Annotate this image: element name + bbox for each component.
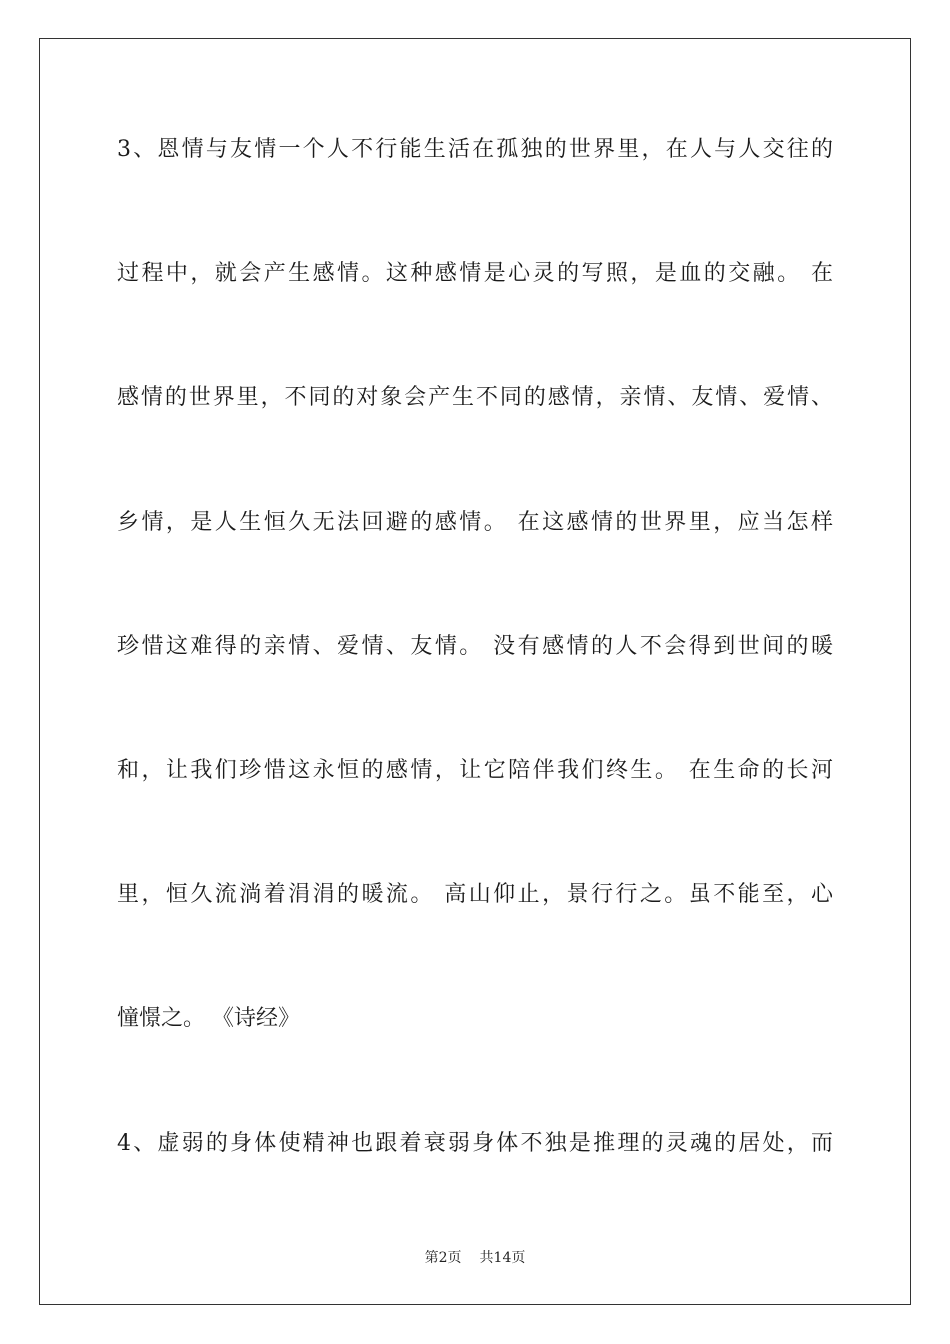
page-total: 共14页 <box>479 1250 526 1266</box>
text-line: 和，让我们珍惜这永恒的感情，让它陪伴我们终生。 在生命的长河 <box>117 757 833 783</box>
text-line: 乡情，是人生恒久无法回避的感情。 在这感情的世界里，应当怎样 <box>117 509 833 535</box>
text-line: 4、虚弱的身体使精神也跟着衰弱身体不独是推理的灵魂的居处，而 <box>117 1130 833 1156</box>
text-line: 里，恒久流淌着涓涓的暖流。 高山仰止，景行行之。虽不能至，心 <box>117 882 833 908</box>
text-line: 3、恩情与友情一个人不行能生活在孤独的世界里，在人与人交往的 <box>117 137 833 162</box>
document-body <box>117 131 833 1249</box>
text-line: 憧憬之。 《诗经》 <box>117 1006 300 1032</box>
page-footer <box>0 1248 950 1268</box>
text-line: 感情的世界里，不同的对象会产生不同的感情，亲情、友情、爱情、 <box>117 385 833 411</box>
page-number: 第2页 <box>424 1250 462 1266</box>
text-line: 珍惜这难得的亲情、爱情、友情。 没有感情的人不会得到世间的暖 <box>117 633 833 659</box>
text-line: 过程中，就会产生感情。这种感情是心灵的写照，是血的交融。 在 <box>117 261 833 287</box>
